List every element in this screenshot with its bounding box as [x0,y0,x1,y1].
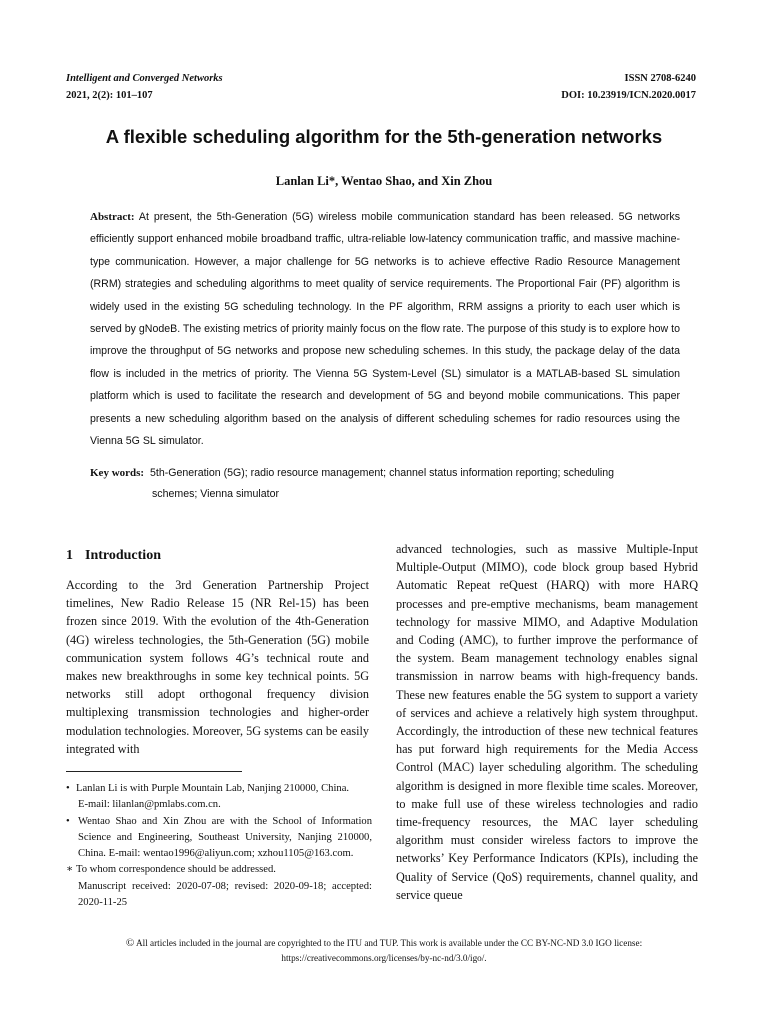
asterisk-icon: ∗ [66,864,74,876]
journal-name: Intelligent and Converged Networks [66,73,223,84]
intro-right-column: advanced technologies, such as massive Multiple-Input Multiple-Output (MIMO), code block group based Hybrid Automatic Repeat reQuest (HARQ) with more HARQ processes and pre-emptive mechanisms, beam management technology for massive MIMO, and Adaptive Modulation and Coding (AMC), to further improve the performance of the system. Beam management technology enables signal transmission in narrow beams with high-frequency bands. These new features enable the 5G system to support a variety of services and achieve a relatively high system throughput. Accordingly, the introduction of these new technical features has put forward high requirements for the Media Access Control (MAC) layer scheduling algorithm. The scheduling algorithm is designed in more flexible time scales. Moreover, to make full use of these wireless technologies and radio time-frequency resources, the MAC layer scheduling algorithm must consider wireless factors to improve the networks’ Key Performance Indicators (KPIs), including the Quality of Service (QoS) requirements, channel quality, and service queue [396,542,698,902]
issn: ISSN 2708-6240 [624,73,696,84]
paper-title: A flexible scheduling algorithm for the 5th-generation networks [105,126,663,147]
doi: DOI: 10.23919/ICN.2020.0017 [561,90,696,101]
section-title: Introduction [85,548,161,563]
section-number: 1 [66,548,73,563]
keywords-line1: 5th-Generation (5G); radio resource management; channel status information reporting; scheduling [150,467,615,479]
journal-issue: 2021, 2(2): 101–107 [66,90,153,101]
abstract [90,206,680,452]
author-list: Lanlan Li*, Wentao Shao, and Xin Zhou [275,174,493,188]
identifier-header [561,70,696,104]
footnote-2 [66,814,372,863]
keywords [90,463,680,505]
footnote-divider [66,771,242,772]
intro-left-column: According to the 3rd Generation Partnership Project timelines, New Radio Release 15 (NR Rel-15) has been frozen since 2019. With the evolution of the 4th-Generation (4G) wireless technologies, the 5th-Generation (5G) mobile communication system follows 4G’s technical route and makes new breakthroughs in some key technical points. 5G networks still adopt orthogonal frequency division multiplexing transmission technologies and higher-order modulation technologies. Moreover, 5G systems can be easily integrated with [66,578,369,756]
footnote-3 [66,862,372,878]
license-notice [66,936,702,965]
bullet-icon: • [66,815,70,827]
section-heading [66,548,161,564]
journal-header [66,70,223,104]
license-url: https://creativecommons.org/licenses/by-nc-nd/3.0/igo/. [281,952,487,963]
keywords-line2: schemes; Vienna simulator [152,488,279,500]
bullet-icon: • [66,783,70,794]
copyright-icon: © [125,937,135,949]
footnote-1-line1: Lanlan Li is with Purple Mountain Lab, Nanjing 210000, China. [76,783,350,794]
keywords-label: Key words: [90,467,145,479]
footnote-1 [66,781,372,814]
footnote-2-text: Wentao Shao and Xin Zhou are with the School of Information Science and Engineering, Southeast University, Nanjing 210000, China. E-mail: wentao1996@aliyun.com; xzhou1105@163.com. [78,815,372,860]
footnote-1-line2: E-mail: lilanlan@pmlabs.com.cn. [78,799,221,811]
abstract-text: At present, the 5th-Generation (5G) wireless mobile communication standard has been released. 5G networks efficiently support enhanced mobile broadband traffic, ultra-reliable low-latency communication traffic, and massive machine-type communication. However, a major challenge for 5G networks is to achieve effective Radio Resource Management (RRM) strategies and scheduling algorithms to meet quality of service requirements. The Proportional Fair (PF) algorithm is widely used in the existing 5G scheduling technology. In the PF algorithm, RRM assigns a priority to each user which is served by gNodeB. The existing metrics of priority mainly focus on the flow rate. The purpose of this study is to explore how to improve the throughput of 5G networks and propose new scheduling schemes. In this study, the package delay of the data flow is included in the metrics of priority. The Vienna 5G System-Level (SL) simulator is a MATLAB-based SL simulation platform which is used to facilitate the research and development of 5G and beyond mobile communications. This paper presents a new scheduling algorithm based on the analysis of different scheduling schemes for radio resources using the Vienna 5G SL simulator. [90,211,681,448]
footnote-3-text: To whom correspondence should be addressed. [76,864,276,876]
abstract-label: Abstract: [90,211,135,223]
license-line1: All articles included in the journal are copyrighted to the ITU and TUP. This work is available under the CC BY-NC-ND 3.0 IGO license: [136,938,643,948]
manuscript-dates: Manuscript received: 2020-07-08; revised: 2020-09-18; accepted: 2020-11-25 [78,880,372,909]
footnotes [66,781,372,911]
